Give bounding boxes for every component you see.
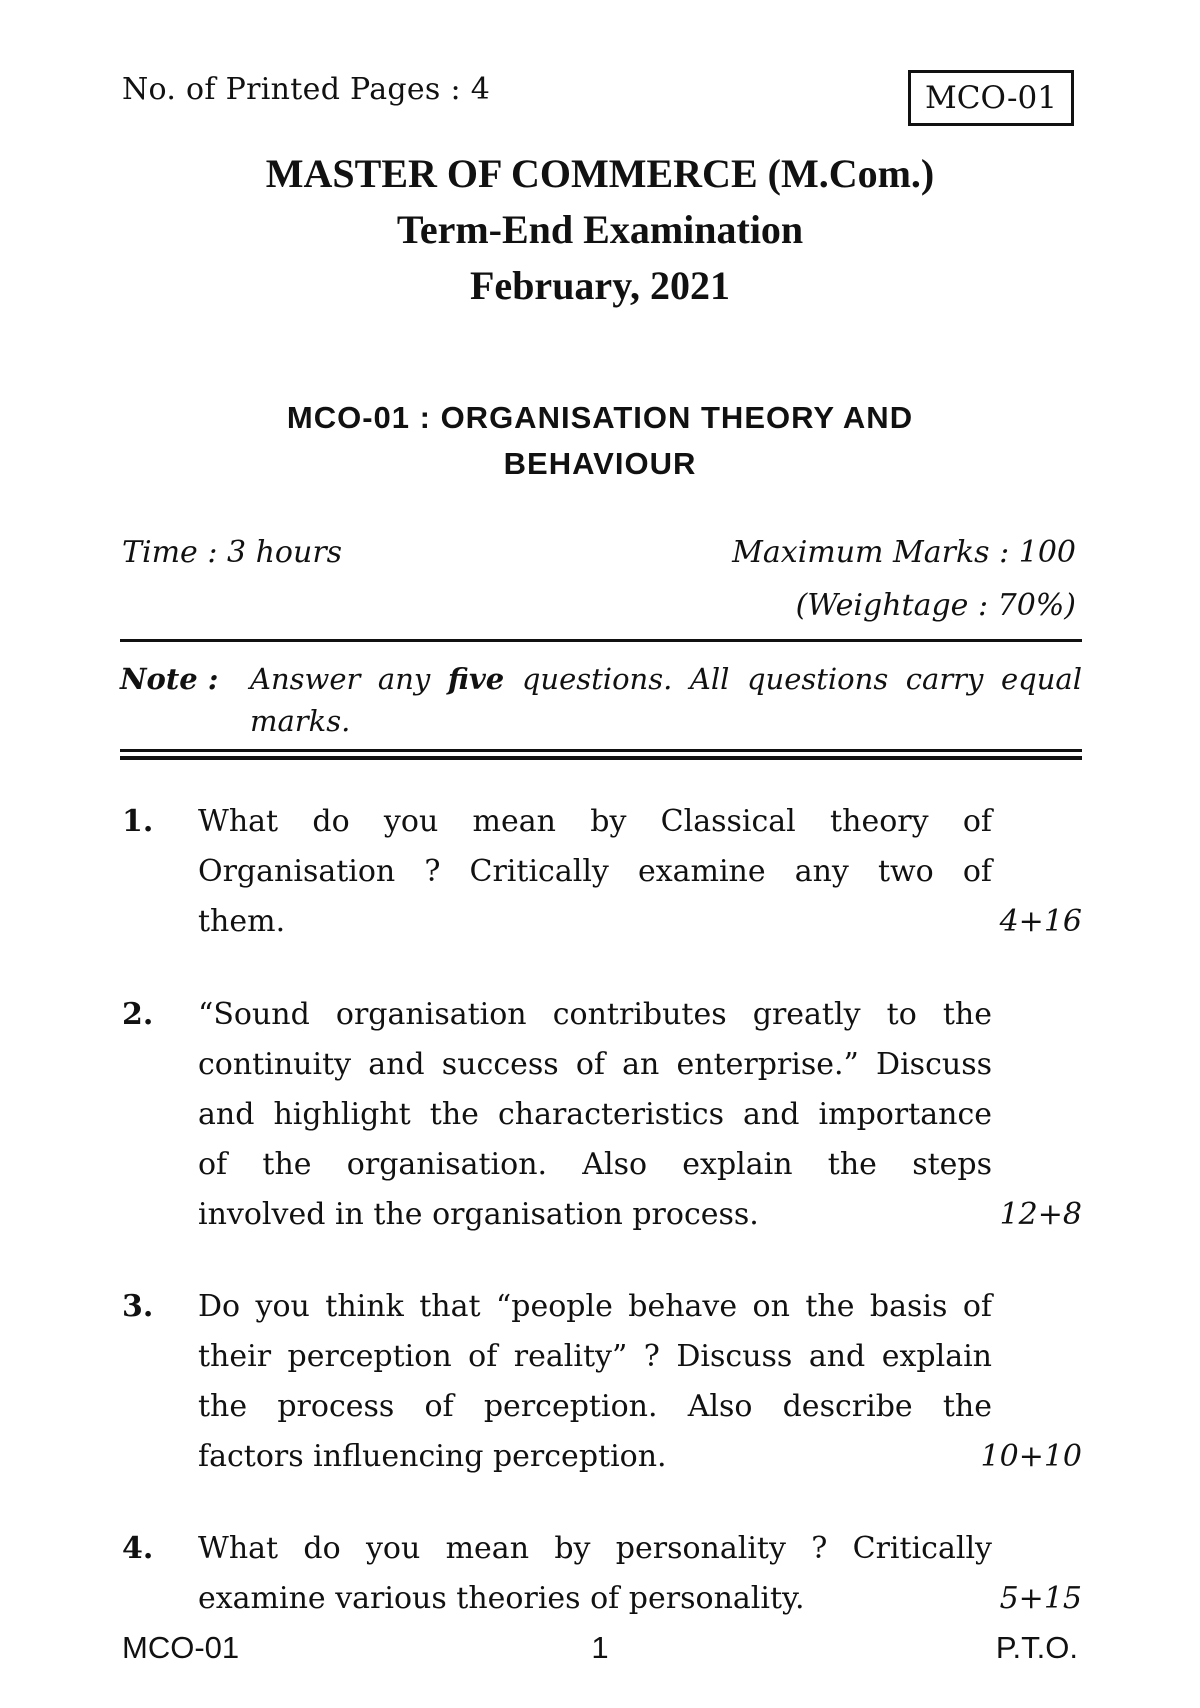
- please-turn-over: P.T.O.: [995, 1630, 1078, 1665]
- question-text: “Sound organisation contributes greatly to the continuity and success of an enterprise.” Discuss and highlight the characteristics and importance of the organisation. Also explain the steps involved in the organisation process.: [198, 997, 992, 1232]
- time-allowed: Time : 3 hours: [122, 535, 343, 570]
- exam-title: Term-End Examination: [396, 207, 804, 252]
- question-text: What do you mean by Classical theory of Organisation ? Critically examine any two of them.: [198, 804, 992, 939]
- maximum-marks: Maximum Marks : 100: [732, 535, 1076, 570]
- session-title: February, 2021: [470, 263, 730, 308]
- printed-pages-count: No. of Printed Pages : 4: [122, 72, 491, 107]
- question-4: [122, 1524, 1082, 1624]
- question-marks: 5+15: [999, 1581, 1082, 1616]
- question-2: [122, 990, 1082, 1240]
- page-number: 1: [591, 1630, 609, 1665]
- divider-double-lower: [120, 756, 1082, 760]
- note-text: Answer any five questions. All questions carry equal marks.: [250, 662, 1082, 738]
- question-marks: 12+8: [999, 1197, 1082, 1232]
- question-3: [122, 1282, 1082, 1482]
- footer-paper-code: MCO-01: [122, 1630, 240, 1665]
- paper-code-box: MCO-01: [908, 70, 1074, 126]
- question-text: What do you mean by personality ? Critically examine various theories of personality.: [198, 1531, 992, 1616]
- question-number: 2.: [122, 997, 154, 1032]
- note-label: Note :: [120, 662, 219, 696]
- question-number: 3.: [122, 1289, 154, 1324]
- divider-double-upper: [120, 749, 1082, 752]
- course-title-line-2: BEHAVIOUR: [503, 446, 697, 481]
- question-marks: 10+10: [980, 1439, 1082, 1474]
- question-marks: 4+16: [999, 904, 1082, 939]
- question-1: [122, 797, 1082, 947]
- course-title-line-1: MCO-01 : ORGANISATION THEORY AND: [286, 400, 914, 435]
- divider-top: [120, 639, 1082, 642]
- degree-title: MASTER OF COMMERCE (M.Com.): [265, 151, 935, 196]
- question-number: 4.: [122, 1531, 154, 1566]
- question-number: 1.: [122, 804, 154, 839]
- question-text: Do you think that “people behave on the basis of their perception of reality” ? Discuss and explain the process of perception. Also describe the factors influencing perception.: [198, 1289, 992, 1474]
- weightage: (Weightage : 70%): [795, 588, 1076, 623]
